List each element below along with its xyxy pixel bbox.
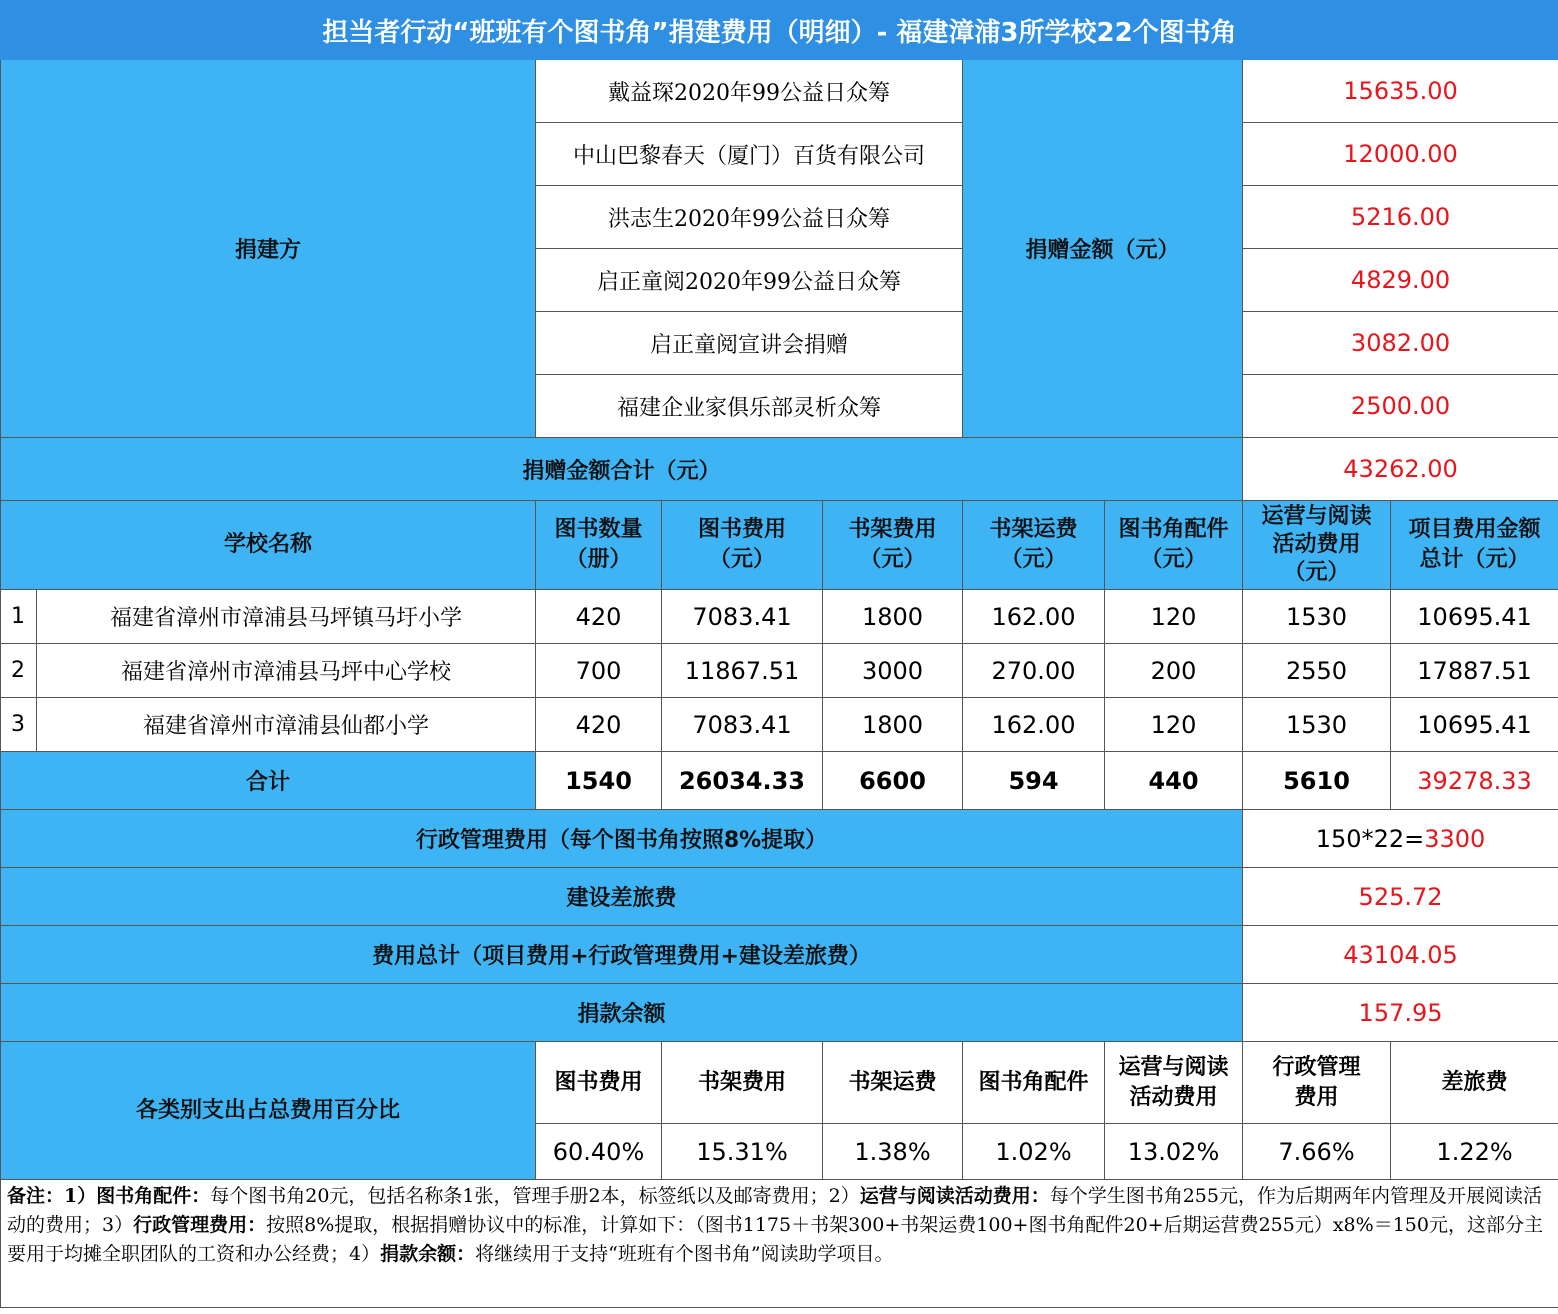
shelf-cost: 1800 — [823, 590, 963, 644]
school-name: 福建省漳州市漳浦县马坪镇马圩小学 — [37, 590, 536, 644]
col-header-books-cost — [662, 501, 823, 590]
header-line: 差旅费 — [1441, 1069, 1508, 1095]
note-text: 每个图书角20元，包括名称条1张，管理手册2本，标签纸以及邮寄费用；2） — [210, 1185, 860, 1207]
col-header-accessories — [1105, 501, 1243, 590]
pct-header — [1243, 1042, 1391, 1124]
donation-amount-label: 捐赠金额（元） — [963, 60, 1243, 438]
travel-fee-row — [1, 868, 1558, 926]
operations-cost: 2550 — [1243, 644, 1391, 698]
header-line: 书架运费 — [848, 1069, 937, 1095]
donor-row — [1, 60, 1558, 123]
pct-value: 15.31% — [662, 1124, 823, 1180]
note-text: 将继续用于支持“班班有个图书角”阅读助学项目。 — [475, 1243, 894, 1265]
donor-amount: 3082.00 — [1243, 312, 1558, 375]
header-line: 图书费用 — [554, 1069, 643, 1095]
col-header-shelf-cost — [823, 501, 963, 590]
note-text: 每个学生图书角255元，作为后期两年内管理及开展阅读活动的费用；3） — [7, 1185, 1542, 1236]
donor-amount: 15635.00 — [1243, 60, 1558, 123]
table-row — [1, 590, 1558, 644]
donor-amount: 5216.00 — [1243, 186, 1558, 249]
row-index: 1 — [1, 590, 37, 644]
project-total: 10695.41 — [1391, 698, 1558, 752]
operations-cost: 1530 — [1243, 590, 1391, 644]
donor-amount: 4829.00 — [1243, 249, 1558, 312]
header-line: （册） — [565, 547, 632, 572]
pct-value: 13.02% — [1105, 1124, 1243, 1180]
donation-total-label: 捐赠金额合计（元） — [1, 438, 1243, 501]
pct-value: 60.40% — [536, 1124, 662, 1180]
note-prefix: 备注：1） — [7, 1185, 97, 1207]
balance-label: 捐款余额 — [1, 984, 1243, 1042]
project-total: 17887.51 — [1391, 644, 1558, 698]
books-qty: 700 — [536, 644, 662, 698]
header-line: 行政管理 — [1272, 1054, 1361, 1080]
accessories-cost: 120 — [1105, 590, 1243, 644]
pct-header — [1105, 1042, 1243, 1124]
school-header-row — [1, 501, 1558, 590]
percentage-header-row — [1, 1042, 1558, 1124]
total-shelf-freight: 594 — [963, 752, 1105, 810]
operations-cost: 1530 — [1243, 698, 1391, 752]
header-line: 书架费用 — [697, 1069, 786, 1095]
donor-name: 戴益琛2020年99公益日众筹 — [536, 60, 963, 123]
grand-total-row — [1, 926, 1558, 984]
balance-row — [1, 984, 1558, 1042]
pct-header — [1391, 1042, 1558, 1124]
pct-header — [823, 1042, 963, 1124]
school-totals-row — [1, 752, 1558, 810]
pct-value: 7.66% — [1243, 1124, 1391, 1180]
header-line: 项目费用金额 — [1408, 517, 1541, 542]
pct-value: 1.02% — [963, 1124, 1105, 1180]
col-header-books-qty — [536, 501, 662, 590]
pct-header — [536, 1042, 662, 1124]
header-line: （元） — [1140, 547, 1207, 572]
books-cost: 7083.41 — [662, 698, 823, 752]
page-title: 担当者行动“班班有个图书角”捐建费用（明细）- 福建漳浦3所学校22个图书角 — [1, 1, 1558, 60]
table-row — [1, 698, 1558, 752]
col-header-school-name: 学校名称 — [1, 501, 536, 590]
shelf-freight: 162.00 — [963, 698, 1105, 752]
note-title: 图书角配件： — [96, 1185, 211, 1207]
admin-fee-label: 行政管理费用（每个图书角按照8%提取） — [1, 810, 1243, 868]
header-line: 图书数量 — [554, 517, 643, 542]
header-line: 图书费用 — [697, 517, 786, 542]
header-line: 总计（元） — [1419, 547, 1530, 572]
admin-fee-amount: 3300 — [1424, 824, 1486, 853]
donor-section-label: 捐建方 — [1, 60, 536, 438]
table-row — [1, 644, 1558, 698]
admin-fee-formula: 150*22= — [1315, 824, 1425, 853]
pct-value: 1.22% — [1391, 1124, 1558, 1180]
header-line: 图书角配件 — [1118, 517, 1229, 542]
donation-total-row — [1, 438, 1558, 501]
donation-total-value: 43262.00 — [1243, 438, 1558, 501]
travel-fee-value: 525.72 — [1243, 868, 1558, 926]
donor-name: 洪志生2020年99公益日众筹 — [536, 186, 963, 249]
note-title: 运营与阅读活动费用： — [859, 1185, 1050, 1207]
header-line: （元） — [859, 547, 926, 572]
header-line: 活动费用 — [1272, 532, 1361, 557]
title-row — [1, 1, 1558, 60]
books-qty: 420 — [536, 698, 662, 752]
admin-fee-row — [1, 810, 1558, 868]
total-books-qty: 1540 — [536, 752, 662, 810]
donor-name: 中山巴黎春天（厦门）百货有限公司 — [536, 123, 963, 186]
note-title: 行政管理费用： — [133, 1214, 267, 1236]
header-line: （元） — [708, 547, 775, 572]
project-total: 10695.41 — [1391, 590, 1558, 644]
note-text: 按照8%提取，根据捐赠协议中的标准，计算如下：（图书1175＋书架300+书架运费100+图书角配件20+后期运营费255元）x8%＝150元，这部分主要用于均摊全职团队的工资和办公经费；4） — [7, 1214, 1543, 1265]
shelf-freight: 270.00 — [963, 644, 1105, 698]
donor-name: 福建企业家俱乐部灵析众筹 — [536, 375, 963, 438]
header-line: （元） — [1000, 547, 1067, 572]
notes-row — [1, 1180, 1558, 1308]
shelf-freight: 162.00 — [963, 590, 1105, 644]
row-index: 3 — [1, 698, 37, 752]
books-qty: 420 — [536, 590, 662, 644]
col-header-shelf-freight — [963, 501, 1105, 590]
col-header-operations — [1243, 501, 1391, 590]
pct-value: 1.38% — [823, 1124, 963, 1180]
header-line: 运营与阅读 — [1118, 1054, 1229, 1080]
donor-amount: 2500.00 — [1243, 375, 1558, 438]
admin-fee-value — [1243, 810, 1558, 868]
header-line: （元） — [1283, 560, 1350, 585]
grand-total-label: 费用总计（项目费用+行政管理费用+建设差旅费） — [1, 926, 1243, 984]
grand-total-value: 43104.05 — [1243, 926, 1558, 984]
header-line: 图书角配件 — [978, 1069, 1089, 1095]
header-line: 书架费用 — [848, 517, 937, 542]
accessories-cost: 120 — [1105, 698, 1243, 752]
header-line: 运营与阅读 — [1261, 504, 1372, 529]
total-accessories: 440 — [1105, 752, 1243, 810]
notes — [1, 1180, 1558, 1308]
donor-amount: 12000.00 — [1243, 123, 1558, 186]
donor-name: 启正童阅宣讲会捐赠 — [536, 312, 963, 375]
shelf-cost: 1800 — [823, 698, 963, 752]
school-name: 福建省漳州市漳浦县马坪中心学校 — [37, 644, 536, 698]
books-cost: 11867.51 — [662, 644, 823, 698]
pct-header — [662, 1042, 823, 1124]
note-title: 捐款余额： — [380, 1243, 476, 1265]
col-header-project-total — [1391, 501, 1558, 590]
donor-name: 启正童阅2020年99公益日众筹 — [536, 249, 963, 312]
total-shelf-cost: 6600 — [823, 752, 963, 810]
percentage-label: 各类别支出占总费用百分比 — [1, 1042, 536, 1180]
pct-header — [963, 1042, 1105, 1124]
total-operations: 5610 — [1243, 752, 1391, 810]
travel-fee-label: 建设差旅费 — [1, 868, 1243, 926]
balance-value: 157.95 — [1243, 984, 1558, 1042]
header-line: 活动费用 — [1129, 1084, 1218, 1110]
row-index: 2 — [1, 644, 37, 698]
books-cost: 7083.41 — [662, 590, 823, 644]
shelf-cost: 3000 — [823, 644, 963, 698]
total-books-cost: 26034.33 — [662, 752, 823, 810]
school-name: 福建省漳州市漳浦县仙都小学 — [37, 698, 536, 752]
total-project-cost: 39278.33 — [1391, 752, 1558, 810]
totals-label: 合计 — [1, 752, 536, 810]
accessories-cost: 200 — [1105, 644, 1243, 698]
header-line: 书架运费 — [989, 517, 1078, 542]
header-line: 费用 — [1294, 1084, 1339, 1110]
